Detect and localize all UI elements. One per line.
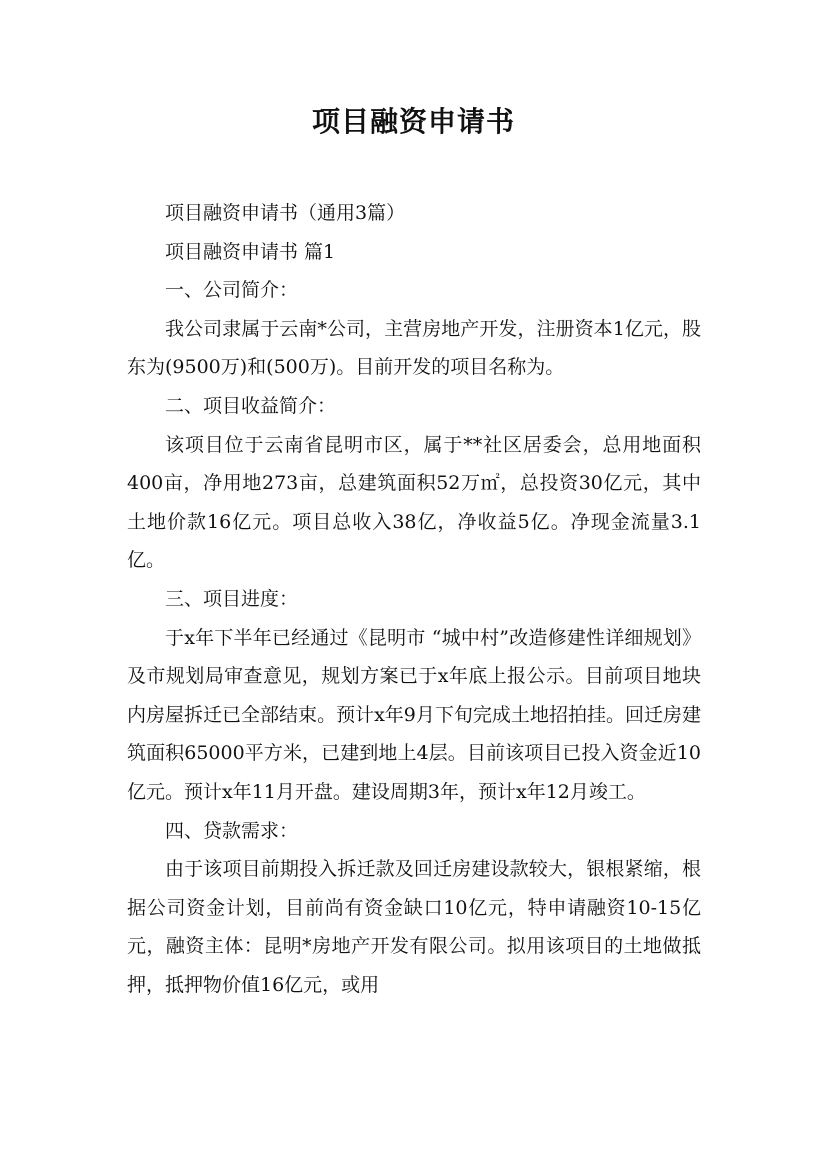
loan-demand-heading: 四、贷款需求： (165, 819, 299, 842)
company-intro-heading: 一、公司简介： (165, 279, 299, 302)
project-progress-paragraph: 于x年下半年已经通过《昆明市 “城中村”改造修建性详细规划》及市规划局审查意见，规划方案已于x年底上报公示。目前项目地块内房屋拆迁已全部结束。预计x年9月下旬完成土地招拍挂。回迁房建筑面积65000平方米，已建到地上4层。目前该项目已投入资金近10亿元。预计x年11月开盘。建设周期3年，预计x年12月竣工。 (127, 626, 701, 803)
company-intro-paragraph: 我公司隶属于云南*公司，主营房地产开发，注册资本1亿元，股东为(9500万)和(500万)。目前开发的项目名称为。 (127, 317, 701, 379)
subtitle-paragraph: 项目融资申请书（通用3篇） (165, 202, 406, 224)
project-revenue-heading: 二、项目收益简介： (165, 394, 337, 417)
section-heading-paragraph: 项目融资申请书 篇1 (165, 240, 336, 263)
document-title: 项目融资申请书 (311, 105, 515, 138)
document-body (127, 194, 701, 1004)
loan-demand-paragraph: 由于该项目前期投入拆迁款及回迁房建设款较大，银根紧缩，根据公司资金计划，目前尚有资金缺口10亿元，特申请融资10-15亿元，融资主体：昆明*房地产开发有限公司。拟用该项目的土地做抵押，抵押物价值16亿元，或用 (127, 858, 701, 996)
project-progress-heading: 三、项目进度： (165, 587, 299, 610)
project-revenue-paragraph: 该项目位于云南省昆明市区，属于**社区居委会，总用地面积400亩，净用地273亩，总建筑面积52万㎡，总投资30亿元，其中土地价款16亿元。项目总收入38亿，净收益5亿。净现金流量3.1亿。 (127, 433, 701, 572)
